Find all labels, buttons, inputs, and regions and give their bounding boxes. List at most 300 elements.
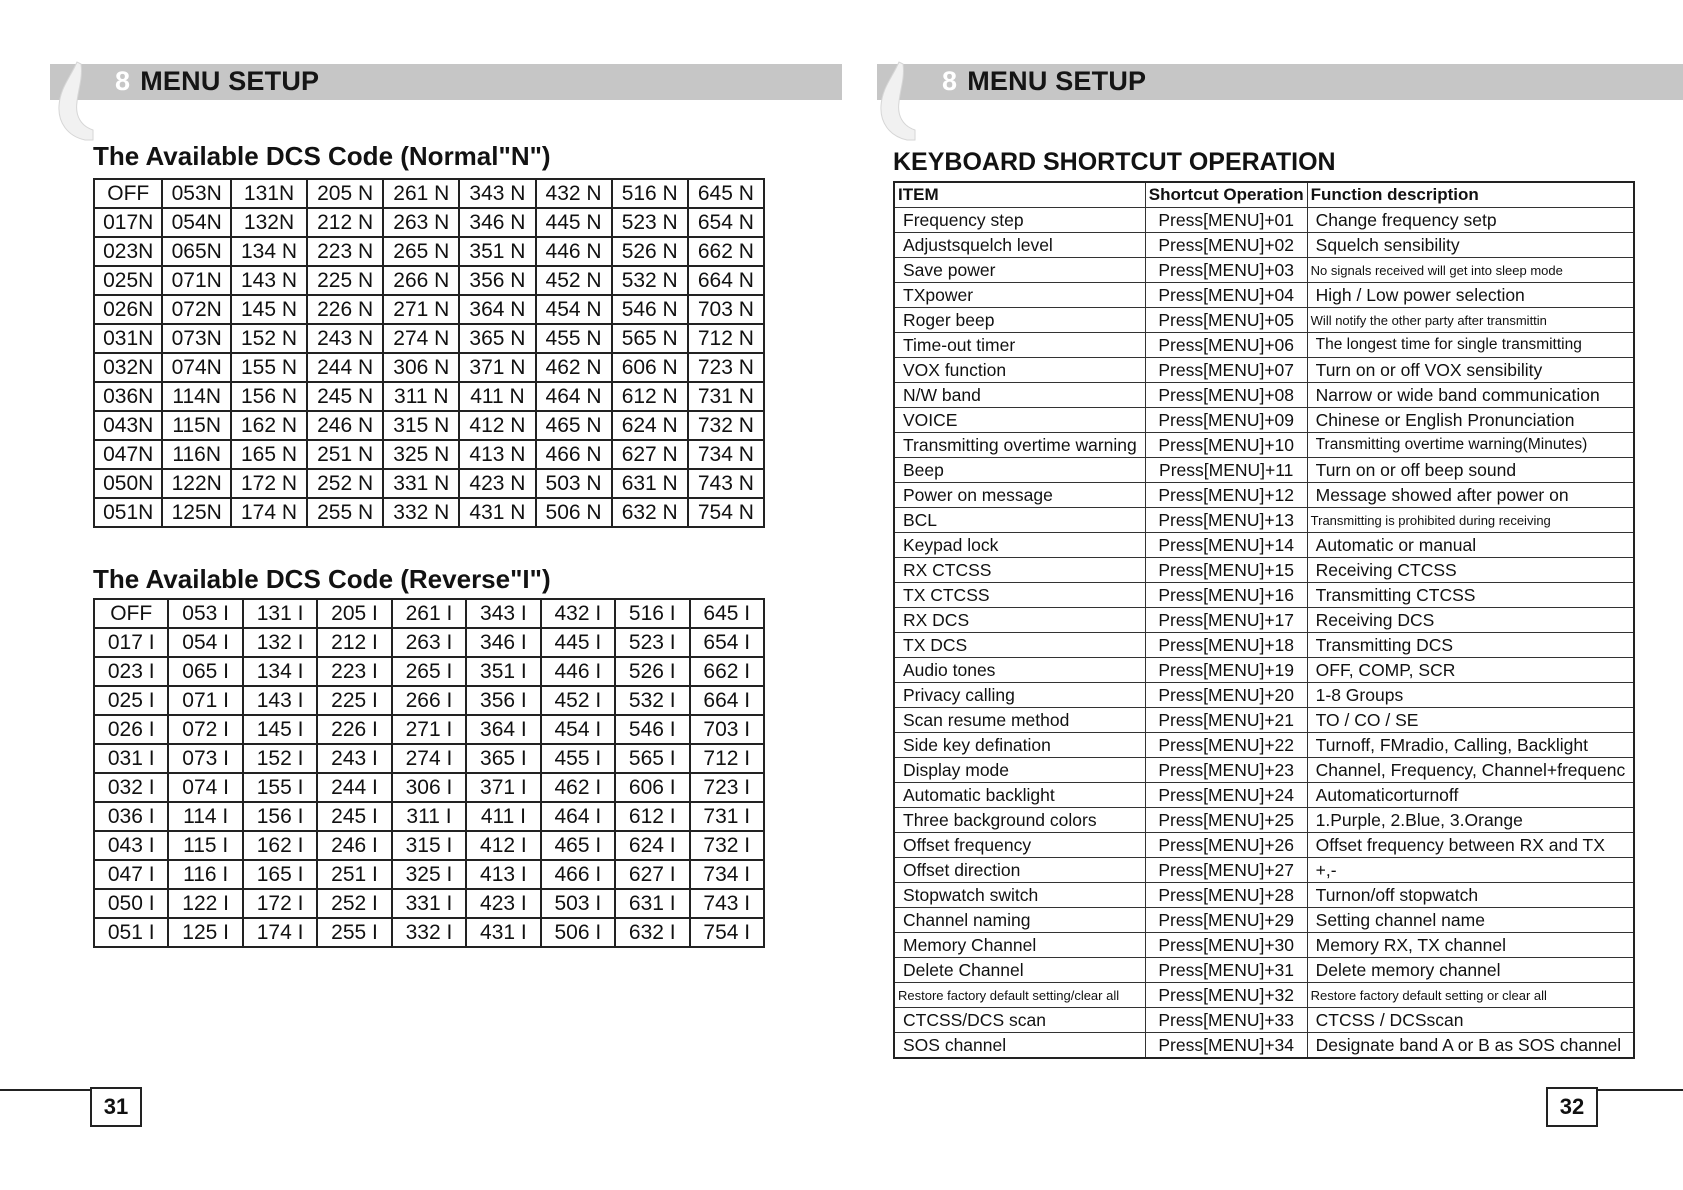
shortcut-item-cell: RX DCS [894, 608, 1145, 633]
dcs-code-cell: 351 I [466, 657, 540, 686]
shortcut-operation-cell: Press[MENU]+02 [1145, 233, 1307, 258]
dcs-code-cell: 503 I [541, 889, 615, 918]
shortcut-item-cell: N/W band [894, 383, 1145, 408]
normal-dcs-title: The Available DCS Code (Normal"N") [93, 141, 551, 171]
shortcut-operation-cell: Press[MENU]+18 [1145, 633, 1307, 658]
dcs-code-cell: 212 I [317, 628, 391, 657]
shortcut-description-cell: Will notify the other party after transmittin [1307, 308, 1634, 333]
dcs-code-cell: 664 N [688, 266, 764, 295]
dcs-code-cell: 445 I [541, 628, 615, 657]
header-item: ITEM [894, 182, 1145, 208]
dcs-code-cell: 152 N [231, 324, 307, 353]
shortcut-item-cell: RX CTCSS [894, 558, 1145, 583]
dcs-code-cell: 266 I [392, 686, 466, 715]
dcs-code-cell: 627 I [615, 860, 689, 889]
shortcut-description-cell: Designate band A or B as SOS channel [1307, 1033, 1634, 1059]
shortcut-row [894, 833, 1634, 858]
dcs-code-cell: 072N [162, 295, 230, 324]
shortcut-description-cell: Receiving DCS [1307, 608, 1634, 633]
dcs-code-cell: 053N [162, 179, 230, 208]
dcs-code-cell: 365 N [459, 324, 535, 353]
shortcut-description-cell: TO / CO / SE [1307, 708, 1634, 733]
dcs-code-cell: 332 I [392, 918, 466, 947]
dcs-code-cell: OFF [94, 179, 162, 208]
dcs-code-cell: 743 N [688, 469, 764, 498]
shortcut-item-cell: Keypad lock [894, 533, 1145, 558]
shortcut-item-cell: Adjustsquelch level [894, 233, 1145, 258]
shortcut-description-cell: Turn on or off beep sound [1307, 458, 1634, 483]
shortcut-description-cell: Automatic or manual [1307, 533, 1634, 558]
dcs-code-cell: 343 N [459, 179, 535, 208]
shortcut-row [894, 1008, 1634, 1033]
dcs-code-cell: 311 N [383, 382, 459, 411]
shortcut-item-cell: Save power [894, 258, 1145, 283]
normal-dcs-row [94, 498, 764, 527]
dcs-code-cell: 023N [94, 237, 162, 266]
shortcut-operation-cell: Press[MENU]+20 [1145, 683, 1307, 708]
dcs-code-cell: 462 I [541, 773, 615, 802]
shortcut-operation-cell: Press[MENU]+16 [1145, 583, 1307, 608]
dcs-code-cell: 072 I [168, 715, 242, 744]
normal-dcs-row [94, 208, 764, 237]
dcs-code-cell: 455 I [541, 744, 615, 773]
dcs-code-cell: 226 N [307, 295, 383, 324]
shortcut-item-cell: Side key defination [894, 733, 1145, 758]
shortcut-row [894, 908, 1634, 933]
dcs-code-cell: 662 I [690, 657, 765, 686]
dcs-code-cell: 631 N [612, 469, 688, 498]
dcs-code-cell: 343 I [466, 599, 540, 628]
dcs-code-cell: 516 N [612, 179, 688, 208]
shortcut-operation-cell: Press[MENU]+26 [1145, 833, 1307, 858]
shortcut-row [894, 1033, 1634, 1059]
dcs-code-cell: 306 N [383, 353, 459, 382]
shortcut-row [894, 558, 1634, 583]
reverse-dcs-row [94, 918, 764, 947]
shortcut-row [894, 933, 1634, 958]
shortcut-operation-cell: Press[MENU]+25 [1145, 808, 1307, 833]
shortcut-row [894, 458, 1634, 483]
reverse-dcs-row [94, 831, 764, 860]
dcs-code-cell: 325 N [383, 440, 459, 469]
reverse-dcs-row [94, 802, 764, 831]
dcs-code-cell: 225 I [317, 686, 391, 715]
shortcut-description-cell: +,- [1307, 858, 1634, 883]
normal-dcs-row [94, 179, 764, 208]
shortcut-item-cell: Display mode [894, 758, 1145, 783]
shortcut-header-row [894, 182, 1634, 208]
shortcut-operation-cell: Press[MENU]+28 [1145, 883, 1307, 908]
dcs-code-cell: 212 N [307, 208, 383, 237]
reverse-dcs-row [94, 686, 764, 715]
normal-dcs-row [94, 324, 764, 353]
dcs-code-cell: 162 N [231, 411, 307, 440]
dcs-code-cell: 754 N [688, 498, 764, 527]
chapter-title: MENU SETUP [967, 66, 1147, 96]
dcs-code-cell: 712 N [688, 324, 764, 353]
dcs-code-cell: 265 N [383, 237, 459, 266]
shortcut-item-cell: BCL [894, 508, 1145, 533]
dcs-code-cell: 122N [162, 469, 230, 498]
dcs-code-cell: 432 I [541, 599, 615, 628]
normal-dcs-row [94, 266, 764, 295]
dcs-code-cell: 315 N [383, 411, 459, 440]
dcs-code-cell: 274 I [392, 744, 466, 773]
shortcut-item-cell: Delete Channel [894, 958, 1145, 983]
dcs-code-cell: 703 N [688, 295, 764, 324]
dcs-code-cell: 261 I [392, 599, 466, 628]
shortcut-row [894, 883, 1634, 908]
shortcut-item-cell: Channel naming [894, 908, 1145, 933]
shortcut-description-cell: High / Low power selection [1307, 283, 1634, 308]
dcs-code-cell: 244 I [317, 773, 391, 802]
dcs-code-cell: 131 I [243, 599, 317, 628]
dcs-code-cell: 311 I [392, 802, 466, 831]
dcs-code-cell: 466 I [541, 860, 615, 889]
dcs-code-cell: 664 I [690, 686, 765, 715]
shortcut-operation-cell: Press[MENU]+24 [1145, 783, 1307, 808]
normal-dcs-row [94, 237, 764, 266]
dcs-code-cell: 506 I [541, 918, 615, 947]
shortcut-description-cell: 1-8 Groups [1307, 683, 1634, 708]
dcs-code-cell: 371 I [466, 773, 540, 802]
dcs-code-cell: 244 N [307, 353, 383, 382]
shortcut-operation-cell: Press[MENU]+19 [1145, 658, 1307, 683]
dcs-code-cell: 364 I [466, 715, 540, 744]
dcs-code-cell: 452 I [541, 686, 615, 715]
shortcut-operation-cell: Press[MENU]+21 [1145, 708, 1307, 733]
dcs-code-cell: 315 I [392, 831, 466, 860]
dcs-code-cell: 025 I [94, 686, 168, 715]
shortcut-item-cell: Transmitting overtime warning [894, 433, 1145, 458]
dcs-code-cell: 546 I [615, 715, 689, 744]
shortcut-item-cell: Offset direction [894, 858, 1145, 883]
shortcut-description-cell: Transmitting overtime warning(Minutes) [1307, 433, 1634, 458]
normal-dcs-table [93, 178, 765, 528]
shortcut-row [894, 358, 1634, 383]
dcs-code-cell: 047N [94, 440, 162, 469]
reverse-dcs-row [94, 599, 764, 628]
shortcut-row [894, 658, 1634, 683]
shortcut-row [894, 733, 1634, 758]
dcs-code-cell: 506 N [536, 498, 612, 527]
dcs-code-cell: 043N [94, 411, 162, 440]
dcs-code-cell: 325 I [392, 860, 466, 889]
dcs-code-cell: 263 I [392, 628, 466, 657]
shortcut-operation-cell: Press[MENU]+30 [1145, 933, 1307, 958]
dcs-code-cell: 523 I [615, 628, 689, 657]
shortcut-row [894, 308, 1634, 333]
dcs-code-cell: 526 I [615, 657, 689, 686]
dcs-code-cell: 043 I [94, 831, 168, 860]
shortcut-operation-cell: Press[MENU]+03 [1145, 258, 1307, 283]
shortcut-item-cell: Time-out timer [894, 333, 1145, 358]
dcs-code-cell: 332 N [383, 498, 459, 527]
shortcut-operation-cell: Press[MENU]+11 [1145, 458, 1307, 483]
dcs-code-cell: 036N [94, 382, 162, 411]
dcs-code-cell: 526 N [612, 237, 688, 266]
dcs-code-cell: 731 N [688, 382, 764, 411]
dcs-code-cell: 205 I [317, 599, 391, 628]
dcs-code-cell: 612 I [615, 802, 689, 831]
shortcut-item-cell: Restore factory default setting/clear all [894, 983, 1145, 1008]
shortcut-operation-cell: Press[MENU]+06 [1145, 333, 1307, 358]
shortcut-description-cell: CTCSS / DCSscan [1307, 1008, 1634, 1033]
shortcut-item-cell: Beep [894, 458, 1145, 483]
shortcut-row [894, 233, 1634, 258]
shortcut-operation-cell: Press[MENU]+05 [1145, 308, 1307, 333]
dcs-code-cell: 143 I [243, 686, 317, 715]
dcs-code-cell: 051 I [94, 918, 168, 947]
shortcut-operation-cell: Press[MENU]+10 [1145, 433, 1307, 458]
shortcut-row [894, 858, 1634, 883]
dcs-code-cell: 255 I [317, 918, 391, 947]
shortcut-item-cell: TX DCS [894, 633, 1145, 658]
dcs-code-cell: 364 N [459, 295, 535, 324]
chapter-number: 8 [115, 66, 131, 96]
dcs-code-cell: 073N [162, 324, 230, 353]
dcs-code-cell: 132N [231, 208, 307, 237]
dcs-code-cell: 115 I [168, 831, 242, 860]
dcs-code-cell: 462 N [536, 353, 612, 382]
shortcut-description-cell: Setting channel name [1307, 908, 1634, 933]
normal-dcs-row [94, 382, 764, 411]
dcs-code-cell: 026 I [94, 715, 168, 744]
shortcut-item-cell: Privacy calling [894, 683, 1145, 708]
dcs-code-cell: 606 I [615, 773, 689, 802]
dcs-code-cell: OFF [94, 599, 168, 628]
shortcut-description-cell: Receiving CTCSS [1307, 558, 1634, 583]
shortcut-operation-cell: Press[MENU]+31 [1145, 958, 1307, 983]
dcs-code-cell: 465 N [536, 411, 612, 440]
dcs-code-cell: 654 I [690, 628, 765, 657]
dcs-code-cell: 036 I [94, 802, 168, 831]
dcs-code-cell: 454 I [541, 715, 615, 744]
shortcut-operation-cell: Press[MENU]+15 [1145, 558, 1307, 583]
dcs-code-cell: 050 I [94, 889, 168, 918]
reverse-dcs-row [94, 628, 764, 657]
dcs-code-cell: 565 I [615, 744, 689, 773]
shortcut-description-cell: Transmitting DCS [1307, 633, 1634, 658]
shortcut-item-cell: Power on message [894, 483, 1145, 508]
dcs-code-cell: 205 N [307, 179, 383, 208]
dcs-code-cell: 156 I [243, 802, 317, 831]
dcs-code-cell: 245 N [307, 382, 383, 411]
normal-dcs-row [94, 411, 764, 440]
dcs-code-cell: 155 N [231, 353, 307, 382]
shortcut-item-cell: VOICE [894, 408, 1145, 433]
dcs-code-cell: 065 I [168, 657, 242, 686]
dcs-code-cell: 026N [94, 295, 162, 324]
dcs-code-cell: 612 N [612, 382, 688, 411]
dcs-code-cell: 263 N [383, 208, 459, 237]
shortcut-description-cell: Restore factory default setting or clear all [1307, 983, 1634, 1008]
shortcut-item-cell: Stopwatch switch [894, 883, 1145, 908]
dcs-code-cell: 125N [162, 498, 230, 527]
shortcut-operation-cell: Press[MENU]+01 [1145, 208, 1307, 233]
shortcut-item-cell: Roger beep [894, 308, 1145, 333]
shortcut-description-cell: Change frequency setp [1307, 208, 1634, 233]
dcs-code-cell: 645 I [690, 599, 765, 628]
dcs-code-cell: 223 N [307, 237, 383, 266]
shortcut-operation-cell: Press[MENU]+12 [1145, 483, 1307, 508]
shortcut-description-cell: Automaticorturnoff [1307, 783, 1634, 808]
chapter-number: 8 [942, 66, 958, 96]
dcs-code-cell: 172 I [243, 889, 317, 918]
shortcut-row [894, 758, 1634, 783]
dcs-code-cell: 631 I [615, 889, 689, 918]
shortcut-row [894, 383, 1634, 408]
shortcut-description-cell: Message showed after power on [1307, 483, 1634, 508]
dcs-code-cell: 734 N [688, 440, 764, 469]
shortcut-table [893, 181, 1635, 1059]
dcs-code-cell: 131N [231, 179, 307, 208]
shortcut-item-cell: TXpower [894, 283, 1145, 308]
dcs-code-cell: 271 I [392, 715, 466, 744]
dcs-code-cell: 331 N [383, 469, 459, 498]
reverse-dcs-row [94, 860, 764, 889]
dcs-code-cell: 351 N [459, 237, 535, 266]
dcs-code-cell: 365 I [466, 744, 540, 773]
shortcut-description-cell: Turnon/off stopwatch [1307, 883, 1634, 908]
dcs-code-cell: 243 I [317, 744, 391, 773]
reverse-dcs-row [94, 657, 764, 686]
shortcut-row [894, 533, 1634, 558]
keyboard-shortcut-title: KEYBOARD SHORTCUT OPERATION [893, 148, 1336, 176]
dcs-code-cell: 465 I [541, 831, 615, 860]
shortcut-operation-cell: Press[MENU]+32 [1145, 983, 1307, 1008]
dcs-code-cell: 145 N [231, 295, 307, 324]
shortcut-row [894, 258, 1634, 283]
shortcut-operation-cell: Press[MENU]+07 [1145, 358, 1307, 383]
shortcut-row [894, 208, 1634, 233]
dcs-code-cell: 017 I [94, 628, 168, 657]
dcs-code-cell: 261 N [383, 179, 459, 208]
dcs-code-cell: 165 N [231, 440, 307, 469]
dcs-code-cell: 145 I [243, 715, 317, 744]
dcs-code-cell: 411 I [466, 802, 540, 831]
dcs-code-cell: 411 N [459, 382, 535, 411]
dcs-code-cell: 412 N [459, 411, 535, 440]
dcs-code-cell: 071 I [168, 686, 242, 715]
shortcut-description-cell: Chinese or English Pronunciation [1307, 408, 1634, 433]
dcs-code-cell: 074N [162, 353, 230, 382]
shortcut-row [894, 708, 1634, 733]
dcs-code-cell: 532 N [612, 266, 688, 295]
shortcut-description-cell: Turn on or off VOX sensibility [1307, 358, 1634, 383]
shortcut-row [894, 608, 1634, 633]
shortcut-operation-cell: Press[MENU]+08 [1145, 383, 1307, 408]
dcs-code-cell: 346 I [466, 628, 540, 657]
dcs-code-cell: 134 I [243, 657, 317, 686]
footer-rule [1596, 1089, 1683, 1091]
shortcut-row [894, 508, 1634, 533]
dcs-code-cell: 074 I [168, 773, 242, 802]
reverse-dcs-row [94, 889, 764, 918]
normal-dcs-row [94, 353, 764, 382]
shortcut-row [894, 633, 1634, 658]
dcs-code-cell: 031N [94, 324, 162, 353]
shortcut-description-cell: Narrow or wide band communication [1307, 383, 1634, 408]
right-page [842, 0, 1683, 1190]
dcs-code-cell: 023 I [94, 657, 168, 686]
dcs-code-cell: 732 N [688, 411, 764, 440]
dcs-code-cell: 662 N [688, 237, 764, 266]
dcs-code-cell: 223 I [317, 657, 391, 686]
dcs-code-cell: 032N [94, 353, 162, 382]
dcs-code-cell: 731 I [690, 802, 765, 831]
dcs-code-cell: 246 I [317, 831, 391, 860]
shortcut-description-cell: Delete memory channel [1307, 958, 1634, 983]
dcs-code-cell: 031 I [94, 744, 168, 773]
shortcut-row [894, 333, 1634, 358]
dcs-code-cell: 532 I [615, 686, 689, 715]
dcs-code-cell: 162 I [243, 831, 317, 860]
shortcut-operation-cell: Press[MENU]+13 [1145, 508, 1307, 533]
shortcut-operation-cell: Press[MENU]+29 [1145, 908, 1307, 933]
dcs-code-cell: 155 I [243, 773, 317, 802]
page-number: 32 [1546, 1087, 1598, 1127]
shortcut-row [894, 808, 1634, 833]
header-shortcut-operation: Shortcut Operation [1145, 182, 1307, 208]
shortcut-operation-cell: Press[MENU]+34 [1145, 1033, 1307, 1059]
dcs-code-cell: 546 N [612, 295, 688, 324]
dcs-code-cell: 047 I [94, 860, 168, 889]
dcs-code-cell: 134 N [231, 237, 307, 266]
shortcut-item-cell: Offset frequency [894, 833, 1145, 858]
dcs-code-cell: 624 I [615, 831, 689, 860]
dcs-code-cell: 114N [162, 382, 230, 411]
dcs-code-cell: 346 N [459, 208, 535, 237]
dcs-code-cell: 073 I [168, 744, 242, 773]
dcs-code-cell: 054 I [168, 628, 242, 657]
banner-heading [942, 66, 1146, 97]
dcs-code-cell: 627 N [612, 440, 688, 469]
shortcut-description-cell: Offset frequency between RX and TX [1307, 833, 1634, 858]
shortcut-operation-cell: Press[MENU]+22 [1145, 733, 1307, 758]
dcs-code-cell: 743 I [690, 889, 765, 918]
shortcut-description-cell: Turnoff, FMradio, Calling, Backlight [1307, 733, 1634, 758]
dcs-code-cell: 703 I [690, 715, 765, 744]
shortcut-row [894, 683, 1634, 708]
shortcut-item-cell: Automatic backlight [894, 783, 1145, 808]
dcs-code-cell: 174 N [231, 498, 307, 527]
dcs-code-cell: 431 I [466, 918, 540, 947]
dcs-code-cell: 025N [94, 266, 162, 295]
dcs-code-cell: 624 N [612, 411, 688, 440]
dcs-code-cell: 452 N [536, 266, 612, 295]
dcs-code-cell: 225 N [307, 266, 383, 295]
dcs-code-cell: 050N [94, 469, 162, 498]
dcs-code-cell: 071N [162, 266, 230, 295]
reverse-dcs-row [94, 744, 764, 773]
dcs-code-cell: 032 I [94, 773, 168, 802]
dcs-code-cell: 423 N [459, 469, 535, 498]
dcs-code-cell: 054N [162, 208, 230, 237]
dcs-code-cell: 632 I [615, 918, 689, 947]
dcs-code-cell: 174 I [243, 918, 317, 947]
shortcut-item-cell: Scan resume method [894, 708, 1145, 733]
shortcut-operation-cell: Press[MENU]+33 [1145, 1008, 1307, 1033]
dcs-code-cell: 445 N [536, 208, 612, 237]
shortcut-description-cell: No signals received will get into sleep mode [1307, 258, 1634, 283]
reverse-dcs-row [94, 773, 764, 802]
dcs-code-cell: 165 I [243, 860, 317, 889]
dcs-code-cell: 255 N [307, 498, 383, 527]
shortcut-row [894, 783, 1634, 808]
dcs-code-cell: 065N [162, 237, 230, 266]
shortcut-operation-cell: Press[MENU]+27 [1145, 858, 1307, 883]
